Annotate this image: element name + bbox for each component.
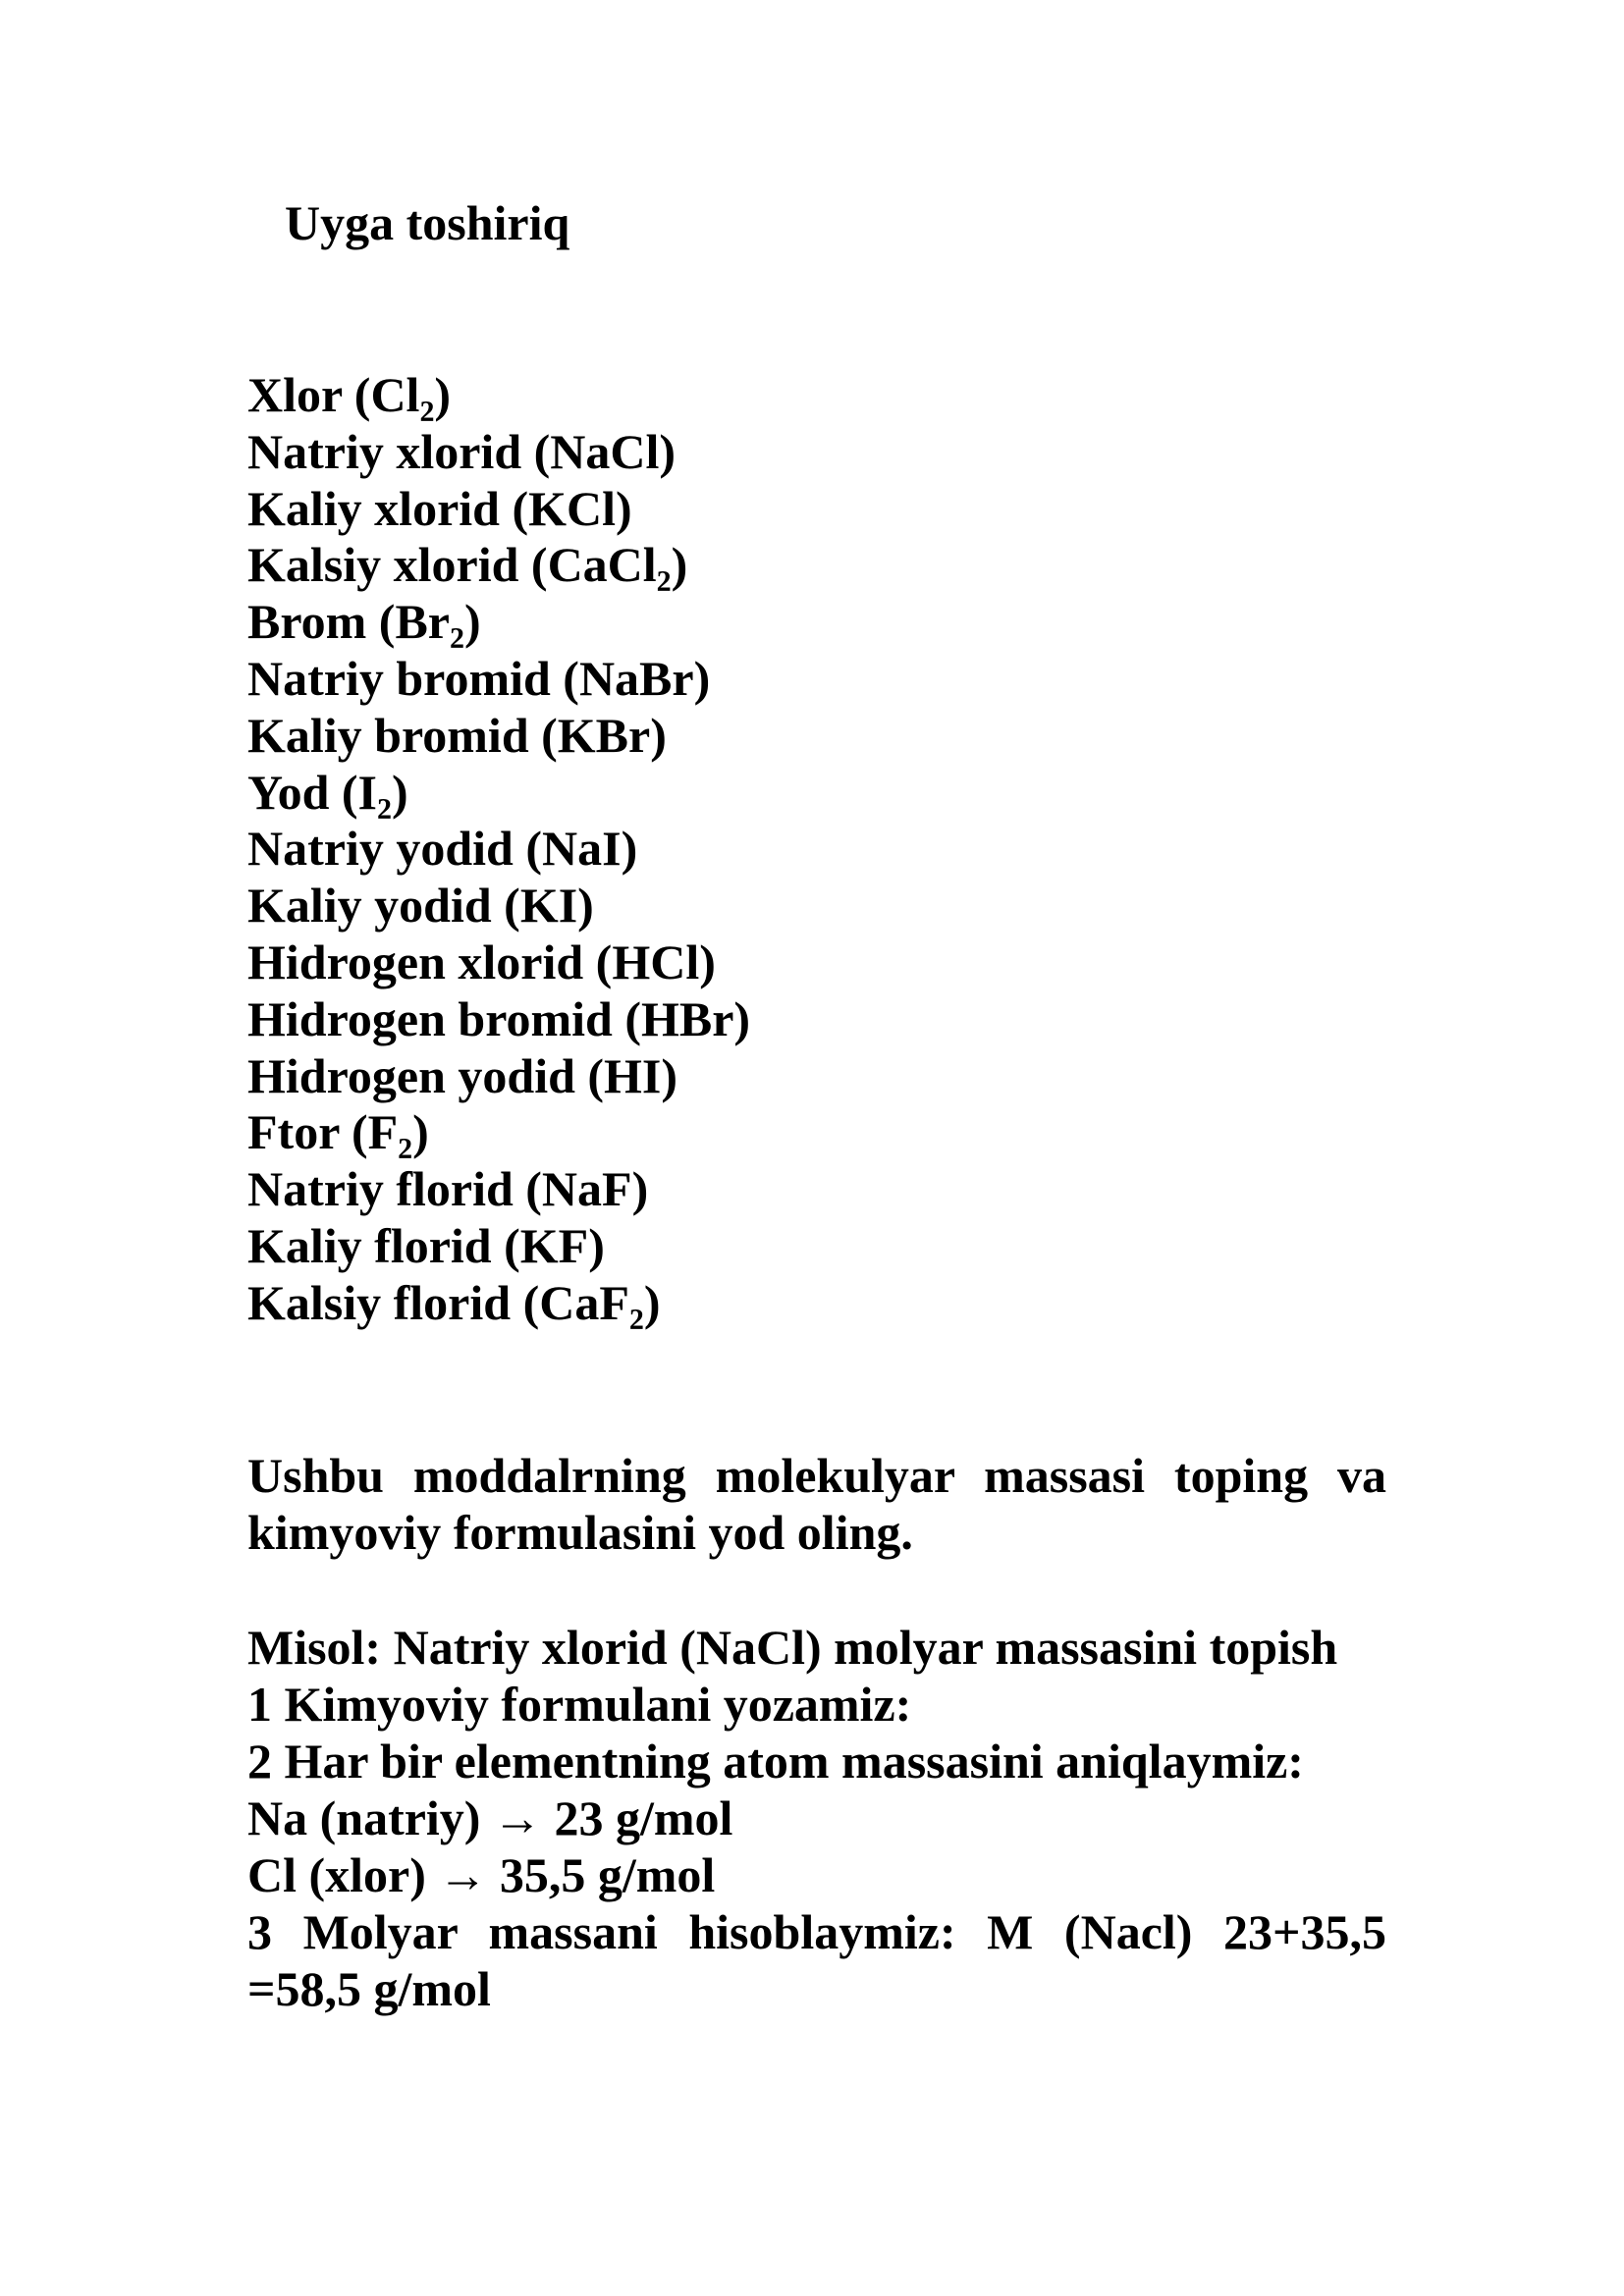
list-item: Brom (Br₂) — [247, 594, 481, 650]
example-step-3: 3 Molyar massani hisoblaymiz: M (Nacl) 23+35,5 =58,5 g/mol — [247, 1904, 1386, 2016]
chlorine-atomic-mass: Cl (xlor) → 35,5 g/mol — [247, 1847, 716, 1902]
list-item: Hidrogen yodid (HI) — [247, 1047, 678, 1103]
list-item: Kaliy xlorid (KCl) — [247, 480, 632, 536]
list-item: Kaliy yodid (KI) — [247, 878, 594, 934]
task-paragraph: Ushbu moddalrning molekulyar massasi toping va kimyoviy formulasini yod oling. — [247, 1448, 1386, 1560]
list-item: Yod (I₂) — [247, 764, 408, 820]
list-item: Xlor (Cl₂) — [247, 367, 452, 422]
list-item: Hidrogen xlorid (HCl) — [247, 934, 716, 989]
example-title: Misol: Natriy xlorid (NaCl) molyar massasini topish — [247, 1620, 1338, 1675]
page-title: Uyga toshiriq — [285, 195, 570, 250]
list-item: Natriy bromid (NaBr) — [247, 650, 711, 706]
example-step-1: 1 Kimyoviy formulani yozamiz: — [247, 1677, 912, 1732]
list-item: Ftor (F₂) — [247, 1104, 429, 1160]
list-item: Kalsiy xlorid (CaCl₂) — [247, 537, 688, 593]
list-item: Kalsiy florid (CaF₂) — [247, 1274, 661, 1330]
list-item: Kaliy florid (KF) — [247, 1217, 605, 1273]
list-item: Kaliy bromid (KBr) — [247, 707, 667, 763]
list-item: Natriy xlorid (NaCl) — [247, 423, 677, 479]
sodium-atomic-mass: Na (natriy) → 23 g/mol — [247, 1790, 733, 1845]
substance-list — [247, 367, 1386, 1332]
list-item: Natriy yodid (NaI) — [247, 821, 638, 877]
example-section — [247, 1619, 1386, 2017]
list-item: Natriy florid (NaF) — [247, 1161, 649, 1217]
example-step-2: 2 Har bir elementning atom massasini aniqlaymiz: — [247, 1734, 1304, 1789]
list-item: Hidrogen bromid (HBr) — [247, 990, 751, 1046]
